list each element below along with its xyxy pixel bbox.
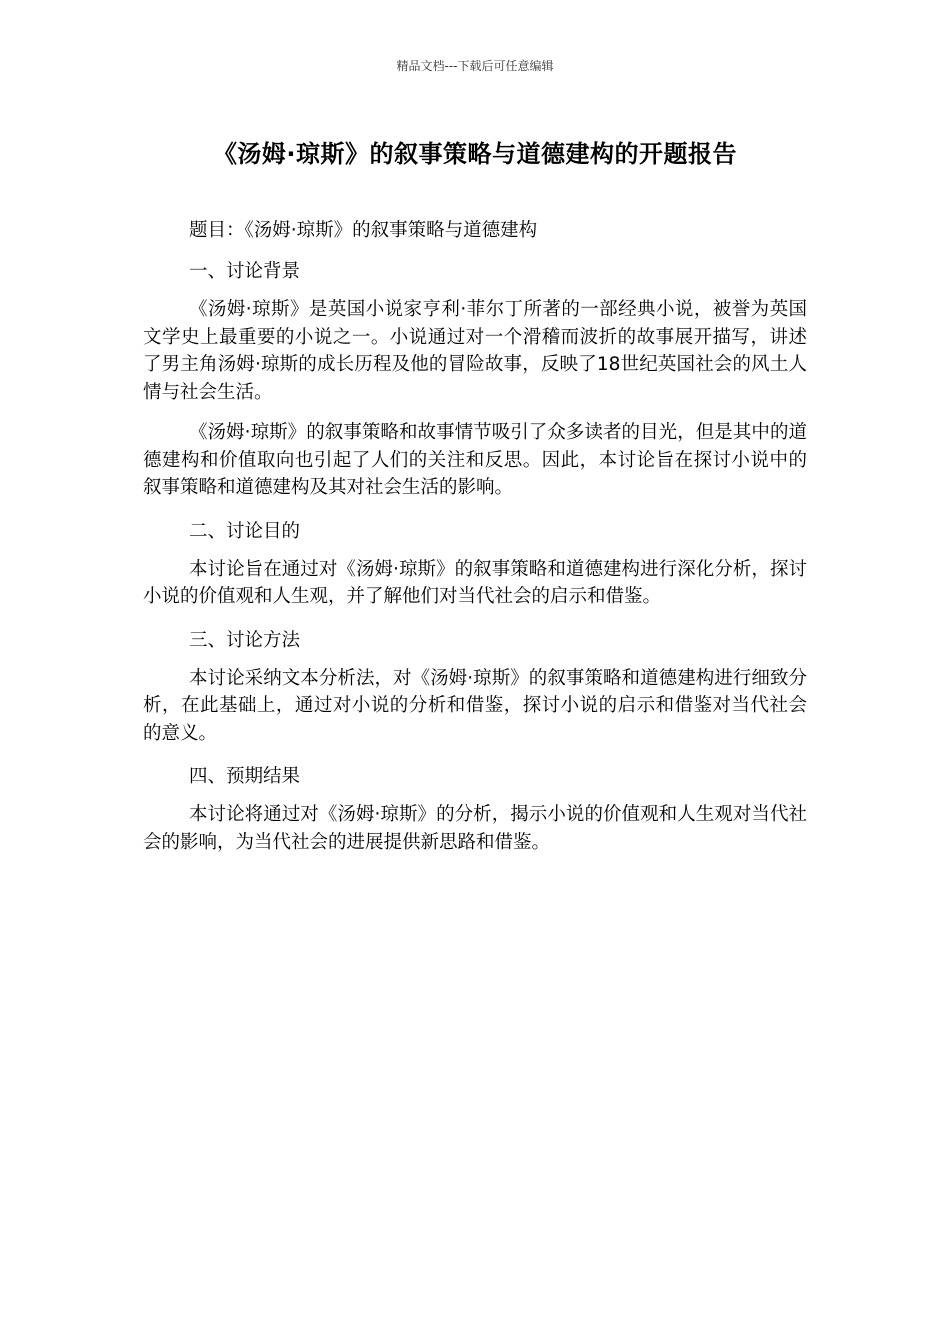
- method-paragraph: 本讨论采纳文本分析法，对《汤姆·琼斯》的叙事策略和道德建构进行细致分析，在此基础上，通过对小说的分析和借鉴，探讨小说的启示和借鉴对当代社会的意义。: [143, 667, 807, 744]
- header-watermark: 精品文档---下载后可任意编辑: [396, 59, 554, 73]
- section-heading-purpose: 二、讨论目的: [189, 520, 301, 542]
- expected-results-paragraph: 本讨论将通过对《汤姆·琼斯》的分析，揭示小说的价值观和人生观对当代社会的影响，为当代社会的进展提供新思路和借鉴。: [143, 804, 807, 853]
- section-heading-method: 三、讨论方法: [189, 629, 301, 651]
- background-paragraph-1: 《汤姆·琼斯》是英国小说家亨利·菲尔丁所著的一部经典小说，被誉为英国文学史上最重要的小说之一。小说通过对一个滑稽而波折的故事展开描写，讲述了男主角汤姆·琼斯的成长历程及他的冒险故事，反映了18世纪英国社会的风土人情与社会生活。: [143, 299, 807, 403]
- section-heading-expected-results: 四、预期结果: [189, 766, 301, 787]
- background-paragraph-2: 《汤姆·琼斯》的叙事策略和故事情节吸引了众多读者的目光，但是其中的道德建构和价值取向也引起了人们的关注和反思。因此，本讨论旨在探讨小说中的叙事策略和道德建构及其对社会生活的影响。: [143, 422, 807, 498]
- purpose-paragraph: 本讨论旨在通过对《汤姆·琼斯》的叙事策略和道德建构进行深化分析，探讨小说的价值观和人生观，并了解他们对当代社会的启示和借鉴。: [143, 558, 807, 607]
- document-body: [143, 214, 807, 869]
- document-title: 《汤姆·琼斯》的叙事策略与道德建构的开题报告: [212, 140, 738, 168]
- section-heading-background: 一、讨论背景: [189, 261, 301, 282]
- subject-line: 题目：《汤姆·琼斯》的叙事策略与道德建构: [189, 220, 538, 241]
